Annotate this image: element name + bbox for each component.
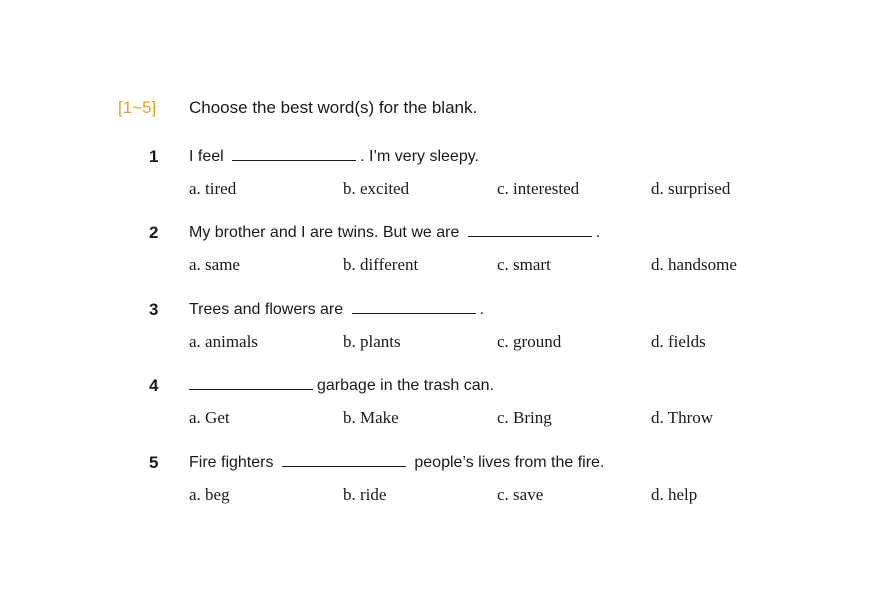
option-c[interactable]: c. interested: [497, 179, 580, 198]
stem-after: .: [479, 301, 485, 318]
question-stem: [189, 299, 484, 321]
option-b[interactable]: b. different: [343, 255, 419, 274]
stem-after: people’s lives from the fire.: [414, 454, 605, 471]
question-number: 2: [149, 223, 159, 242]
stem-before: My brother and I are twins. But we are: [189, 224, 460, 241]
answer-blank: [232, 146, 356, 161]
option-a[interactable]: a. same: [189, 255, 240, 274]
option-b[interactable]: b. ride: [343, 485, 387, 504]
answer-blank: [282, 452, 406, 467]
instruction-text: Choose the best word(s) for the blank.: [189, 98, 478, 117]
option-d[interactable]: d. surprised: [651, 179, 731, 198]
question-number: 1: [149, 147, 159, 166]
option-d[interactable]: d. handsome: [651, 255, 737, 274]
stem-after: .: [595, 224, 601, 241]
option-b[interactable]: b. plants: [343, 332, 401, 351]
question-range-label: [1~5]: [118, 98, 157, 117]
question-stem: [189, 222, 600, 244]
question-number: 3: [149, 300, 159, 319]
answer-blank: [468, 222, 592, 237]
answer-blank: [352, 299, 476, 314]
option-b[interactable]: b. Make: [343, 408, 399, 427]
option-a[interactable]: a. beg: [189, 485, 230, 504]
question-stem: [189, 375, 494, 397]
stem-before: Fire fighters: [189, 454, 274, 471]
option-d[interactable]: d. help: [651, 485, 698, 504]
question-stem: [189, 452, 604, 474]
option-c[interactable]: c. smart: [497, 255, 551, 274]
option-c[interactable]: c. ground: [497, 332, 562, 351]
stem-after: . I’m very sleepy.: [360, 148, 479, 165]
question-stem: [189, 146, 479, 168]
option-a[interactable]: a. tired: [189, 179, 237, 198]
stem-after: garbage in the trash can.: [317, 377, 495, 394]
option-c[interactable]: c. Bring: [497, 408, 552, 427]
stem-before: I feel: [189, 148, 224, 165]
question-number: 5: [149, 453, 159, 472]
option-b[interactable]: b. excited: [343, 179, 410, 198]
answer-blank: [189, 375, 313, 390]
option-a[interactable]: a. Get: [189, 408, 230, 427]
option-c[interactable]: c. save: [497, 485, 544, 504]
question-number: 4: [149, 376, 159, 395]
option-d[interactable]: d. Throw: [651, 408, 714, 427]
stem-before: Trees and flowers are: [189, 301, 344, 318]
option-d[interactable]: d. fields: [651, 332, 706, 351]
option-a[interactable]: a. animals: [189, 332, 258, 351]
